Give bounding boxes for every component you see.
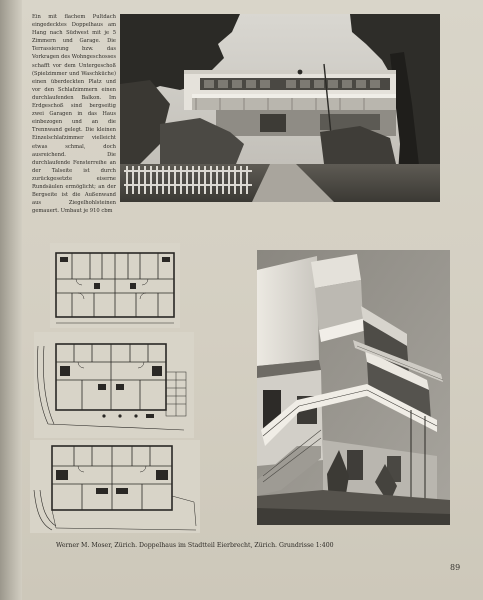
floor-plan-ground [34, 332, 194, 438]
page-gutter [0, 0, 22, 600]
floor-plan-ground-drawing [34, 332, 194, 438]
figure-caption: Werner M. Moser, Zürich. Doppelhaus im Stadtteil Eierbrecht, Zürich. Grundrisse 1:400 [56, 542, 334, 549]
photo-house-exterior-image [120, 14, 440, 202]
floor-plan-basement [30, 440, 200, 533]
caption-text-left: Ein mit flachem Pultdach eingedecktes Doppelhaus am Hang nach Südwest mit je 5 Zimmern und Garage. Die Terrassierung bzw. das Vorkragen des Wohngeschosses schafft vor dem Untergeschoß (Spielzimmer und Waschküche) einen überdeckten Platz und vor den Schlafzimmern einen durchlaufenden Balkon. Im Erdgeschoß sind bergseitig zwei Garagen in das Haus einbezogen und an die Trennwand gelegt. Die kleinen Einzelschlafzimmer vielleicht etwas schmal, doch ausreichend. Die durchlaufende Fensterreihe an der Talseite ist durch zurückgesetzte eiserne Rundsäulen ermöglicht; an der Bergseite ist die Außenwand aus Ziegelhohlsteinen gemauert. Umbaut je 910 cbm [32, 14, 116, 215]
floor-plan-upper-drawing [50, 243, 180, 328]
floor-plan-upper [50, 243, 180, 328]
photo-house-corner [257, 250, 450, 525]
photo-house-corner-image [257, 250, 450, 525]
floor-plan-basement-drawing [30, 440, 200, 533]
photo-house-exterior [120, 14, 440, 202]
page-number: 89 [450, 563, 461, 572]
